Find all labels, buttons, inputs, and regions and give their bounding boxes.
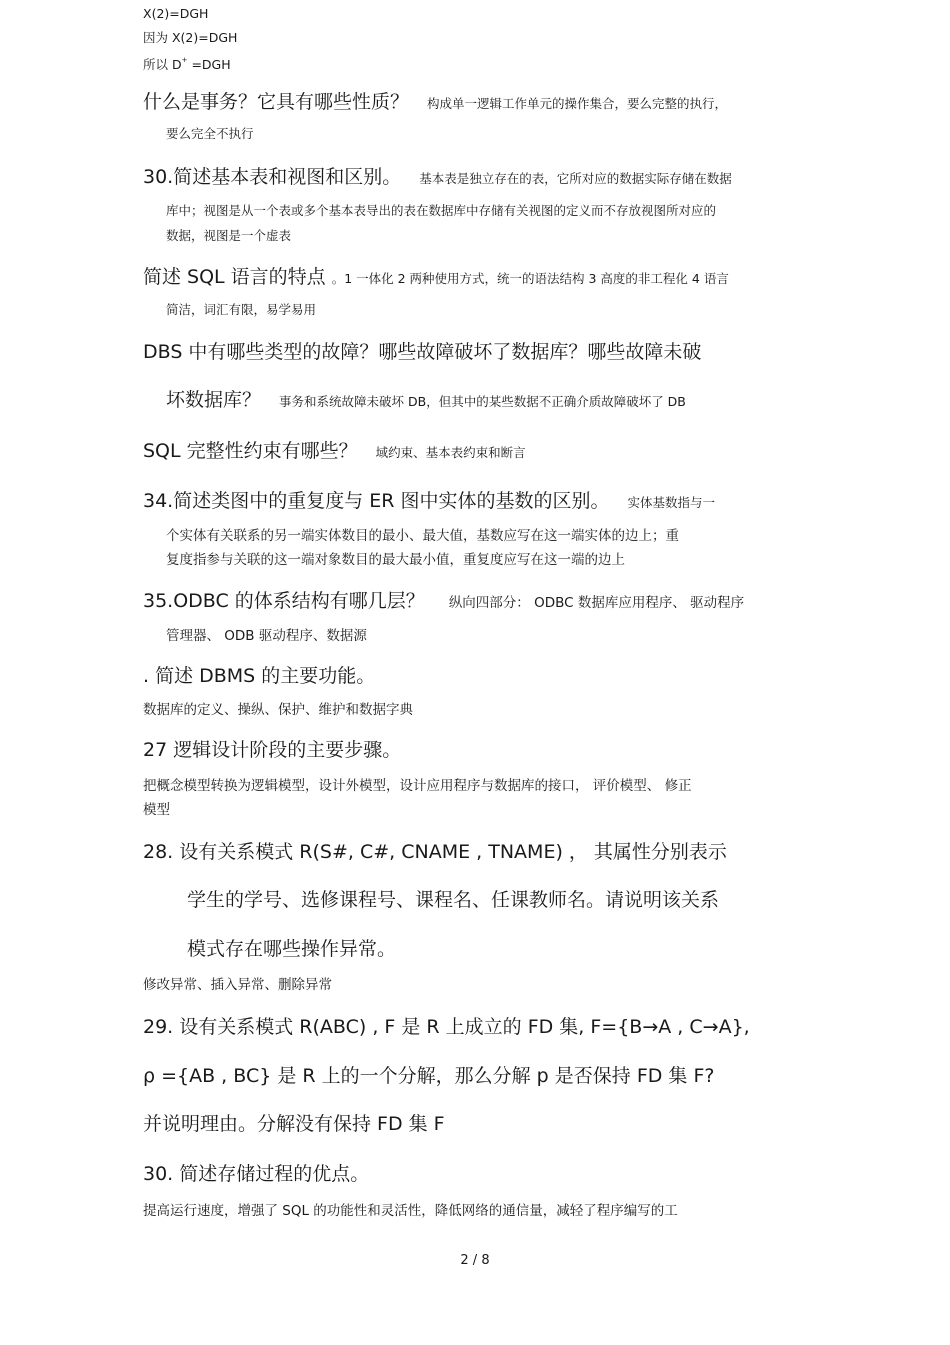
sql-question: 简述 SQL 语言的特点: [143, 266, 326, 288]
transaction-question: 什么是事务？它具有哪些性质？: [143, 91, 410, 113]
anomaly-answer: 修改异常、插入异常、删除异常: [143, 977, 332, 993]
transaction-question-line: [143, 93, 727, 112]
cardinality-answer-1: 实体基数指与一: [627, 495, 716, 510]
constraint-question: SQL 完整性约束有哪些？: [143, 440, 358, 462]
constraint-question-line: [143, 442, 526, 461]
formula-line-3-pre: 所以 D: [143, 57, 182, 72]
odbc-answer-2: 管理器、 ODB 驱动程序、数据源: [166, 628, 367, 644]
dbms-question: . 简述 DBMS 的主要功能。: [143, 665, 376, 687]
fault-question-line-2: [166, 391, 686, 410]
fd-question-3: 并说明理由。分解没有保持 FD 集 F: [143, 1113, 445, 1135]
odbc-question-line: [143, 592, 744, 611]
anomaly-question-3: 模式存在哪些操作异常。: [187, 938, 397, 960]
sql-question-line: [143, 268, 729, 287]
formula-line-2: 因为 X(2)=DGH: [143, 30, 238, 45]
anomaly-question-1: 28. 设有关系模式 R(S#, C#, CNAME , TNAME) ， 其属性分别表示: [143, 841, 727, 863]
view-answer-3: 数据，视图是一个虚表: [166, 228, 292, 243]
odbc-answer-1: 纵向四部分： ODBC 数据库应用程序、 驱动程序: [448, 595, 745, 611]
fd-question-2: ρ ={AB , BC} 是 R 上的一个分解，那么分解 p 是否保持 FD 集 F?: [143, 1065, 715, 1087]
view-answer-1: 基本表是独立存在的表，它所对应的数据实际存储在数据: [419, 171, 732, 186]
transaction-answer-2: 要么完全不执行: [166, 126, 254, 141]
view-question: 30.简述基本表和视图和区别。: [143, 166, 402, 188]
logic-design-answer-2: 模型: [143, 802, 170, 818]
fd-question-1: 29. 设有关系模式 R(ABC) , F 是 R 上成立的 FD 集, F={B→A , C→A},: [143, 1016, 750, 1038]
fault-answer: 事务和系统故障未破坏 DB，但其中的某些数据不正确介质故障破坏了 DB: [279, 394, 686, 409]
view-answer-2: 库中；视图是从一个表或多个基本表导出的表在数据库中存储有关视图的定义而不存放视图所对应的: [166, 203, 717, 218]
sql-answer-2: 简洁，词汇有限，易学易用: [166, 302, 317, 317]
sql-answer-1: 。1 一体化 2 两种使用方式，统一的语法结构 3 高度的非工程化 4 语言: [331, 271, 729, 286]
logic-design-answer-1: 把概念模型转换为逻辑模型，设计外模型，设计应用程序与数据库的接口， 评价模型、 修正: [143, 778, 692, 794]
cardinality-question-line: [143, 492, 715, 511]
procedure-question: 30. 简述存储过程的优点。: [143, 1163, 370, 1185]
formula-line-3-sup: +: [181, 56, 188, 64]
logic-design-question: 27 逻辑设计阶段的主要步骤。: [143, 739, 402, 761]
cardinality-answer-2: 个实体有关联系的另一端实体数目的最小、最大值，基数应写在这一端实体的边上；重: [166, 528, 679, 544]
formula-line-3-post: =DGH: [187, 57, 231, 72]
constraint-answer: 域约束、基本表约束和断言: [375, 445, 526, 460]
view-question-line: [143, 168, 732, 187]
cardinality-answer-3: 复度指参与关联的这一端对象数目的最大最小值，重复度应写在这一端的边上: [166, 552, 625, 568]
fault-question-1: DBS 中有哪些类型的故障？哪些故障破坏了数据库？哪些故障未破: [143, 341, 702, 363]
dbms-answer: 数据库的定义、操纵、保护、维护和数据字典: [143, 702, 413, 718]
procedure-answer: 提高运行速度，增强了 SQL 的功能性和灵活性，降低网络的通信量，减轻了程序编写的工: [143, 1203, 678, 1219]
formula-line-3: [143, 57, 231, 72]
anomaly-question-2: 学生的学号、选修课程号、课程名、任课教师名。请说明该关系: [187, 889, 720, 911]
transaction-answer-1: 构成单一逻辑工作单元的操作集合，要么完整的执行，: [427, 96, 728, 111]
page-number: 2 / 8: [460, 1253, 490, 1268]
formula-line-1: X(2)=DGH: [143, 6, 209, 21]
fault-question-2: 坏数据库？: [166, 389, 262, 411]
cardinality-question: 34.简述类图中的重复度与 ER 图中实体的基数的区别。: [143, 490, 610, 512]
odbc-question: 35.ODBC 的体系结构有哪几层？: [143, 590, 425, 612]
